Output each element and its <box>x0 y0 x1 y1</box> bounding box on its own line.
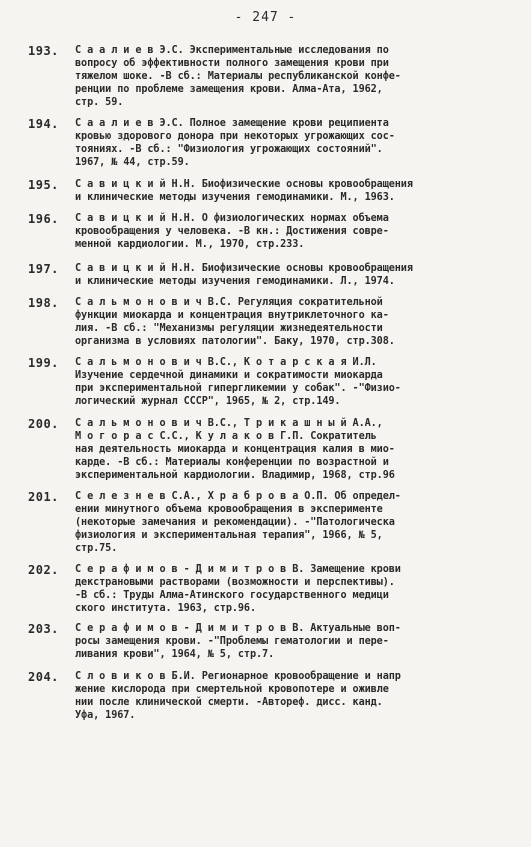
entry-text: С е р а ф и м о в - Д и м и т р о в В. Замещение крови декстрановыми растворами (возможности и перспективы). -В сб.: Труды Алма-Атинского государственного медици ского института. 1963, стр.96. <box>75 564 401 614</box>
entry-number: 195. <box>28 178 59 192</box>
entry-number: 197. <box>28 262 59 276</box>
entry-number: 194. <box>28 117 59 131</box>
entry-text: С а л ь м о н о в и ч В.С. Регуляция сократительной функции миокарда и концентрация внутриклеточного ка- лия. -В сб.: "Механизмы регуляции жизнедеятельности организма в условиях патологии". Баку, 1970, стр.308. <box>75 297 395 347</box>
entry-text: С а в и ц к и й Н.Н. Биофизические основы кровообращения и клинические методы изучения гемодинамики. Л., 1974. <box>75 263 413 287</box>
entry-text: С а л ь м о н о в и ч В.С., К о т а р с к а я И.Л. Изучение сердечной динамики и сократимости миокарда при экспериментальной гипергликемии у собак". -"Физио- логический журнал СССР", 1965, № 2, стр.149. <box>75 357 401 407</box>
entry-text: С а в и ц к и й Н.Н. О физиологических нормах объема кровообращения у человека. -В кн.: Достижения совре- менной кардиологии. М., 1970, стр.233. <box>75 213 389 250</box>
entry-text: С а л ь м о н о в и ч В.С., Т р и к а ш н ы й А.А., М о г о р а с С.С., К у л а к о в Г.П. Сократитель ная деятельность миокарда и концентрация калия в мио- карде. -В сб.: Материалы конференции по возрастной и экспериментальной кардиологии. Владимир, 1968, стр.96 <box>75 418 395 481</box>
entry-number: 198. <box>28 296 59 310</box>
entry-text: С а а л и е в Э.С. Полное замещение крови реципиента кровью здорового донора при некоторых угрожающих сос- тояниях. -В сб.: "Физиология угрожающих состояний". 1967, № 44, стр.59. <box>75 118 395 168</box>
entry-number: 204. <box>28 670 59 684</box>
entry-number: 193. <box>28 44 59 58</box>
page-number: - 247 - <box>234 10 297 25</box>
entry-text: С а а л и е в Э.С. Экспериментальные исследования по вопросу об эффективности полного замещения крови при тяжелом шоке. -В сб.: Материалы республиканской конфе- ренции по проблеме замещения крови. Алма-Ата, 1962, стр. 59. <box>75 45 401 108</box>
entry-text: С е л е з н е в С.А., Х р а б р о в а О.П. Об определ- ении минутного объема кровообращения в эксперименте (некоторые замечания и рекомендации). -"Патологическа физиология и экспериментальная терапия", 1966, № 5, стр.75. <box>75 491 401 554</box>
entry-text: С е р а ф и м о в - Д и м и т р о в В. Актуальные воп- росы замещения крови. -"Проблемы гематологии и пере- ливания крови", 1964, № 5, стр.7. <box>75 623 401 660</box>
entry-text: С л о в и к о в Б.И. Регионарное кровообращение и напр жение кислорода при смертельной кровопотере и оживле нии после клинической смерти. -Автореф. дисс. канд. Уфа, 1967. <box>75 671 401 721</box>
entry-number: 201. <box>28 490 59 504</box>
entry-number: 199. <box>28 356 59 370</box>
entry-number: 203. <box>28 622 59 636</box>
entry-text: С а в и ц к и й Н.Н. Биофизические основы кровообращения и клинические методы изучения гемодинамики. М., 1963. <box>75 179 413 203</box>
entry-number: 202. <box>28 563 59 577</box>
entry-number: 200. <box>28 417 59 431</box>
entry-number: 196. <box>28 212 59 226</box>
